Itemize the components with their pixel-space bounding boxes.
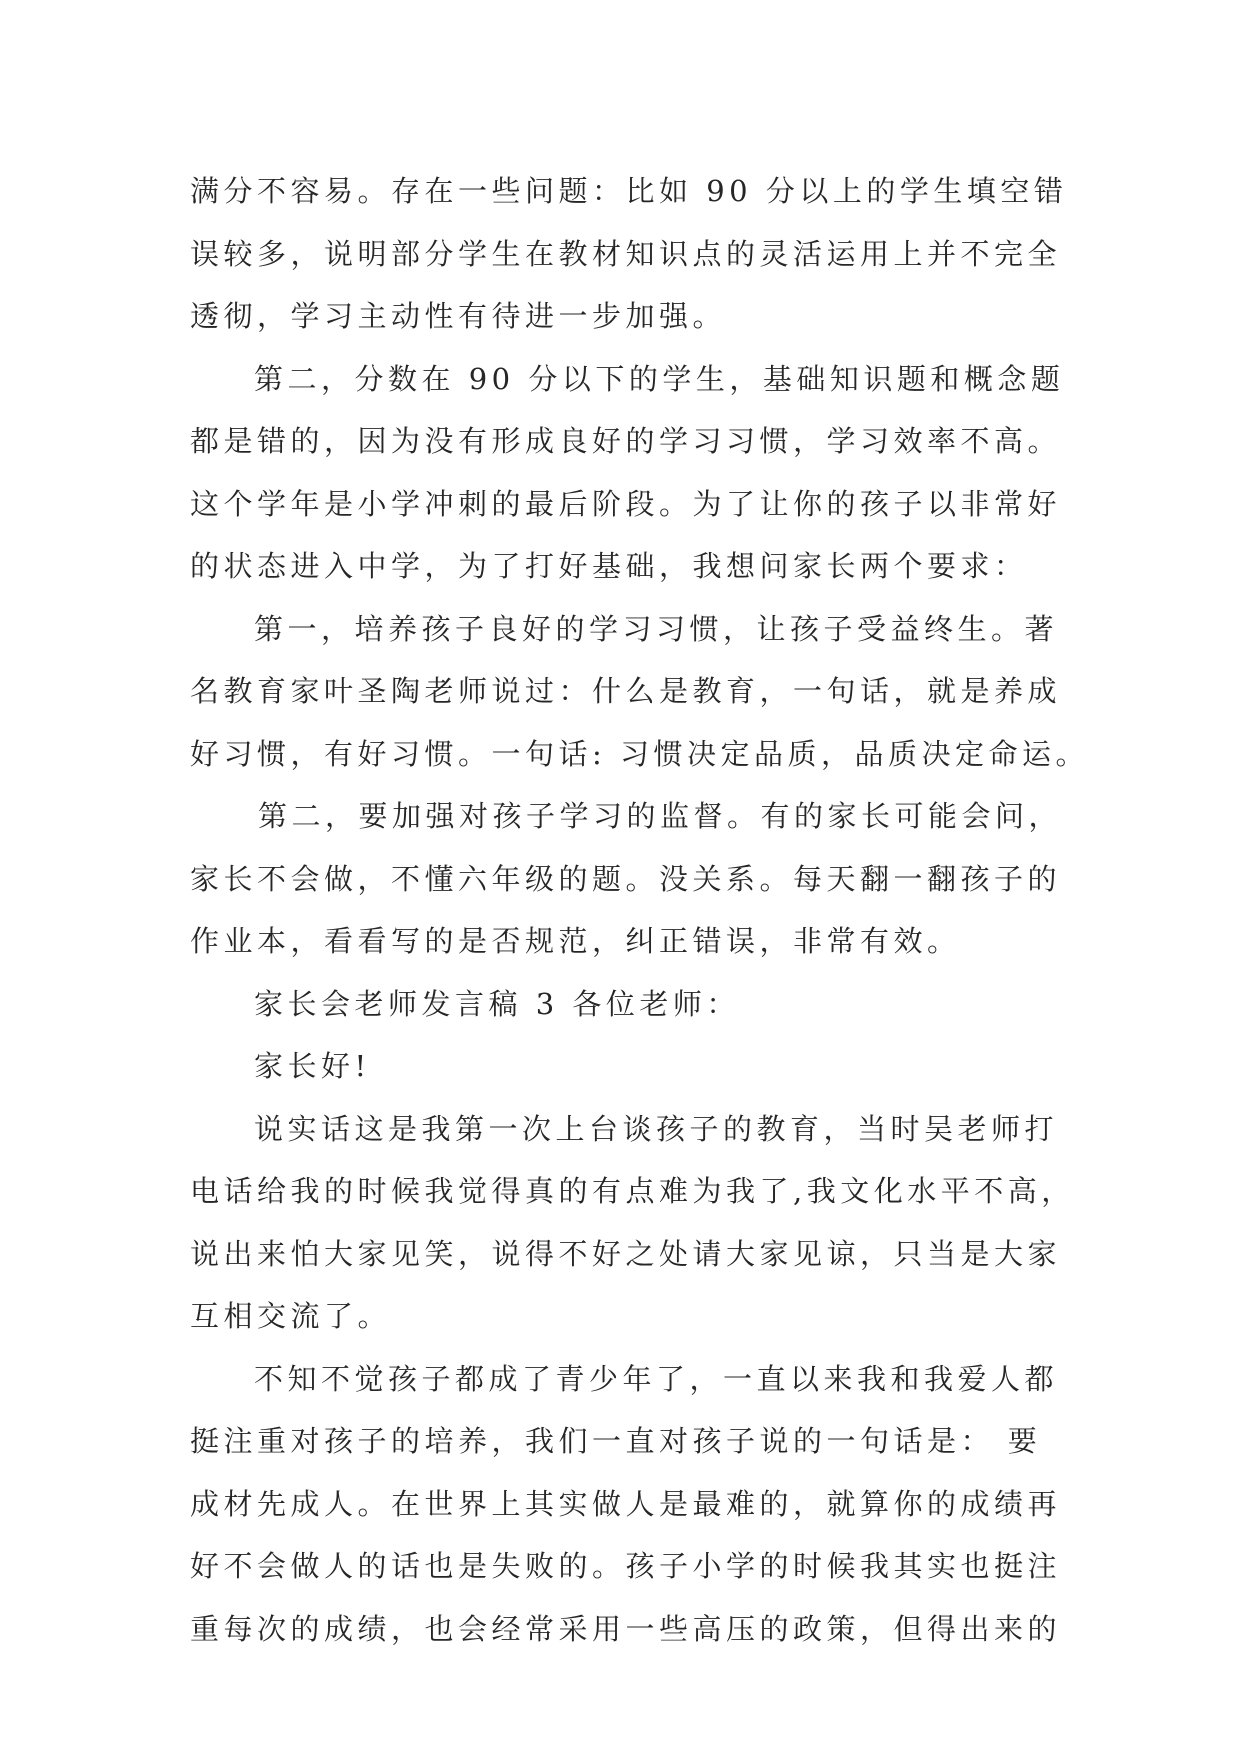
text-line: 家长好! [254,1049,371,1083]
text-line: 家长会老师发言稿 3 各位老师： [254,986,740,1021]
text-line: 透彻，学习主动性有待进一步加强。 [190,299,727,333]
text-line: 成材先成人。在世界上其实做人是最难的，就算你的成绩再 [190,1486,1062,1521]
text-line: 这个学年是小学冲刺的最后阶段。为了让你的孩子以非常好 [190,486,1062,521]
text-line: 说实话这是我第一次上台谈孩子的教育，当时吴老师打 [254,1111,1059,1146]
text-line: 家长不会做，不懂六年级的题。没关系。每天翻一翻孩子的 [190,861,1062,896]
text-line: 第二，要加强对孩子学习的监督。有的家长可能会问， [258,799,1063,833]
text-line: 第二，分数在 90 分以下的学生，基础知识题和概念题 [254,361,1065,396]
text-line: 名教育家叶圣陶老师说过：什么是教育，一句话，就是养成 [190,674,1062,708]
text-line: 第一，培养孩子良好的学习习惯，让孩子受益终生。著 [254,611,1059,646]
text-line: 好不会做人的话也是失败的。孩子小学的时候我其实也挺注 [190,1549,1062,1583]
text-line: 挺注重对孩子的培养，我们一直对孩子说的一句话是： 要 [190,1424,1042,1458]
text-line: 作业本，看看写的是否规范，纠正错误，非常有效。 [190,924,961,958]
text-line: 好习惯，有好习惯。一句话: 习惯决定品质，品质决定命运。 [190,736,1089,771]
text-line: 互相交流了。 [190,1299,392,1333]
text-line: 电话给我的时候我觉得真的有点难为我了,我文化水平不高， [190,1174,1075,1208]
body-text [190,160,1089,1660]
text-line: 满分不容易。存在一些问题：比如 90 分以上的学生填空错 [190,174,1068,208]
text-line: 都是错的，因为没有形成良好的学习习惯，学习效率不高。 [190,424,1062,458]
text-line: 误较多，说明部分学生在教材知识点的灵活运用上并不完全 [190,236,1062,271]
text-line: 重每次的成绩，也会经常采用一些高压的政策，但得出来的 [190,1611,1062,1646]
text-line: 说出来怕大家见笑，说得不好之处请大家见谅，只当是大家 [190,1236,1062,1271]
text-line: 不知不觉孩子都成了青少年了，一直以来我和我爱人都 [254,1361,1059,1396]
text-line: 的状态进入中学，为了打好基础，我想问家长两个要求： [190,549,1028,583]
